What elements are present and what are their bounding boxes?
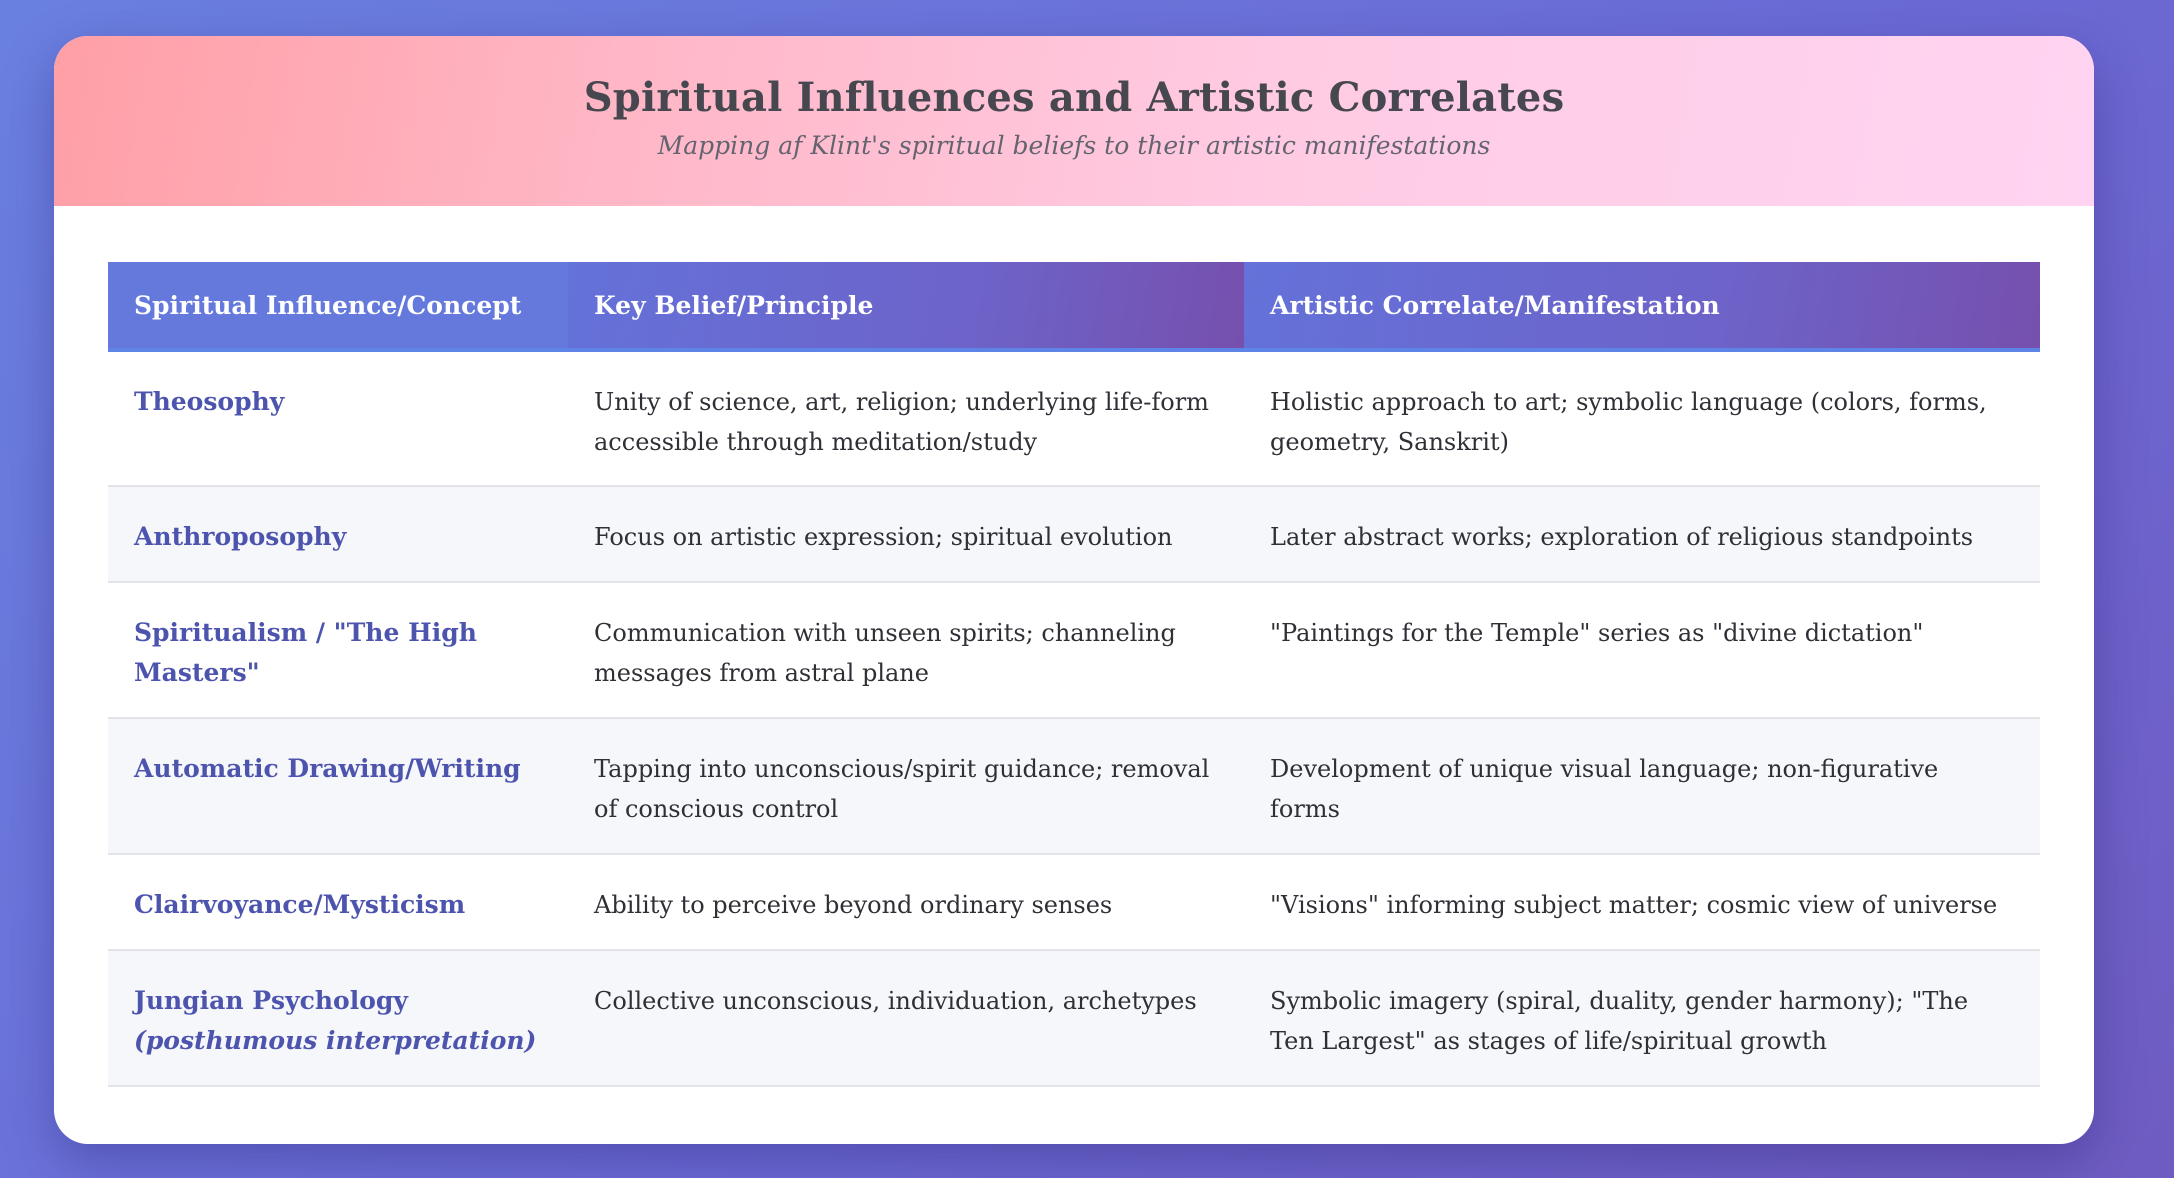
table-row: [108, 950, 2040, 1086]
page-header: [54, 36, 2094, 206]
column-header-correlate: Artistic Correlate/Manifestation: [1244, 262, 2040, 350]
correlate-cell: Development of unique visual language; non-figurative forms: [1244, 718, 2040, 854]
table-container: [108, 262, 2040, 1087]
column-header-belief: Key Belief/Principle: [568, 262, 1244, 350]
concept-name: Automatic Drawing/Writing: [134, 754, 521, 783]
correlate-cell: Later abstract works; exploration of religious standpoints: [1244, 486, 2040, 582]
concept-cell: [108, 854, 568, 950]
concept-name: Anthroposophy: [134, 522, 347, 551]
table-row: [108, 718, 2040, 854]
belief-cell: Focus on artistic expression; spiritual evolution: [568, 486, 1244, 582]
correlate-cell: Holistic approach to art; symbolic language (colors, forms, geometry, Sanskrit): [1244, 350, 2040, 486]
correlate-cell: "Paintings for the Temple" series as "divine dictation": [1244, 582, 2040, 718]
page-title: Spiritual Influences and Artistic Correlates: [583, 74, 1565, 121]
content-card: [54, 36, 2094, 1144]
belief-cell: Collective unconscious, individuation, archetypes: [568, 950, 1244, 1086]
correlate-cell: Symbolic imagery (spiral, duality, gender harmony); "The Ten Largest" as stages of life/spiritual growth: [1244, 950, 2040, 1086]
concept-cell: [108, 486, 568, 582]
belief-cell: Tapping into unconscious/spirit guidance; removal of conscious control: [568, 718, 1244, 854]
concept-cell: [108, 718, 568, 854]
concept-name: Spiritualism / "The High Masters": [134, 618, 477, 687]
table-row: [108, 854, 2040, 950]
influences-table: [108, 262, 2040, 1087]
table-row: [108, 582, 2040, 718]
table-header-row: [108, 262, 2040, 350]
concept-name: Theosophy: [134, 387, 285, 416]
column-header-concept: Spiritual Influence/Concept: [108, 262, 568, 350]
concept-name: Clairvoyance/Mysticism: [134, 890, 466, 919]
belief-cell: Unity of science, art, religion; underlying life-form accessible through meditation/study: [568, 350, 1244, 486]
belief-cell: Ability to perceive beyond ordinary senses: [568, 854, 1244, 950]
concept-cell: [108, 582, 568, 718]
belief-cell: Communication with unseen spirits; channeling messages from astral plane: [568, 582, 1244, 718]
concept-name: Jungian Psychology: [134, 986, 408, 1015]
concept-cell: [108, 950, 568, 1086]
table-row: [108, 486, 2040, 582]
page-subtitle: Mapping af Klint's spiritual beliefs to their artistic manifestations: [657, 131, 1491, 160]
concept-note: (posthumous interpretation): [134, 1026, 537, 1055]
table-row: [108, 350, 2040, 486]
correlate-cell: "Visions" informing subject matter; cosmic view of universe: [1244, 854, 2040, 950]
concept-cell: [108, 350, 568, 486]
